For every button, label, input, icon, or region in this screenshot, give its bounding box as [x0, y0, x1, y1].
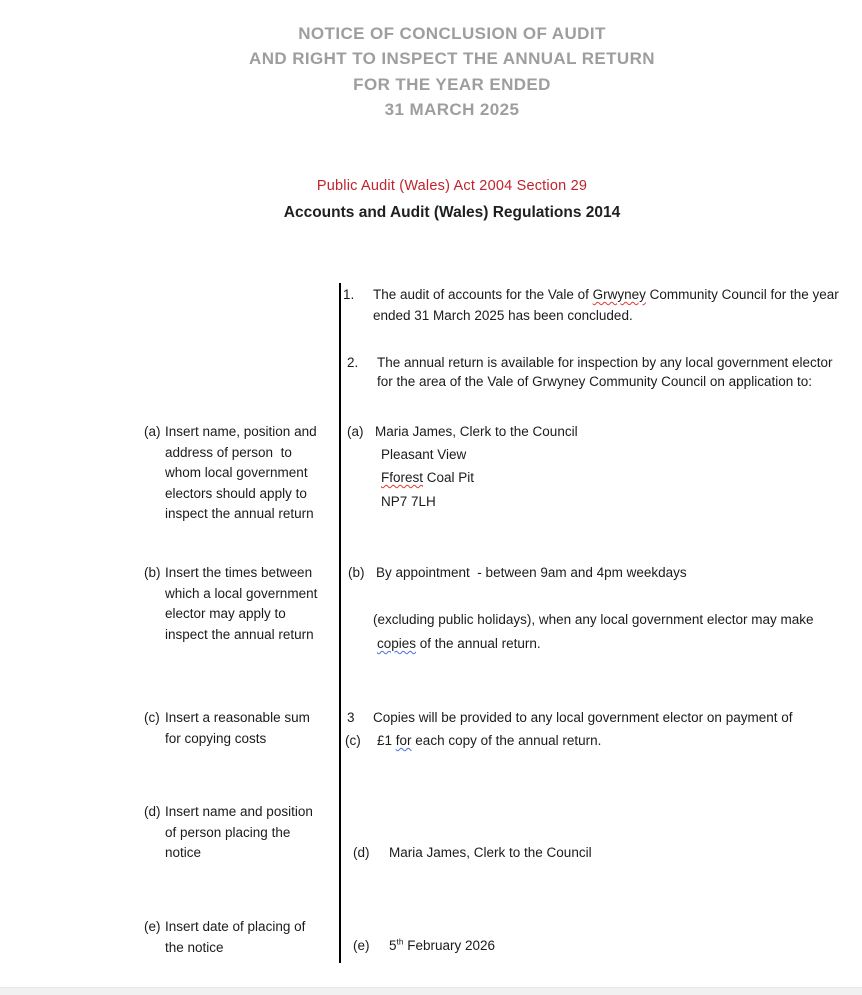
- row-a-left-line: whom local government: [165, 465, 308, 480]
- page-bottom-edge: [0, 987, 862, 995]
- row-a-left-label: (a): [144, 424, 161, 439]
- row-b-right-line-3: [377, 636, 541, 651]
- row-a-right-line-1: Maria James, Clerk to the Council: [375, 424, 578, 439]
- row-c-right-line-2-pre: £1: [377, 733, 396, 748]
- row-c-left-label: (c): [144, 710, 160, 725]
- row-e-left-line: Insert date of placing of: [165, 919, 306, 934]
- misspelled-word-grwyney: Grwyney: [592, 287, 646, 302]
- row-d-left-line: notice: [165, 845, 202, 860]
- row-a-left-line: inspect the annual return: [165, 506, 314, 521]
- title-line-3: FOR THE YEAR ENDED: [353, 74, 551, 94]
- clause-2-number: 2.: [347, 355, 359, 370]
- row-c-right-line-2-cont: each copy of the annual return.: [411, 733, 602, 748]
- clause-1-text-cont: Community Council for the year: [645, 287, 839, 302]
- misspelled-word-fforest: Fforest: [381, 470, 424, 485]
- row-d-right-label: (d): [353, 845, 370, 860]
- row-c-right-line-2: [377, 733, 601, 748]
- row-c-left-line: Insert a reasonable sum: [165, 710, 310, 725]
- row-b-right-line-1: By appointment - between 9am and 4pm weekdays: [376, 565, 687, 580]
- row-b-left-line: elector may apply to: [165, 606, 286, 621]
- clause-2-line-2: for the area of the Vale of Grwyney Community Council on application to:: [377, 374, 812, 389]
- grammar-flagged-word-copies: copies: [377, 636, 417, 651]
- grammar-flagged-word-for: for: [395, 733, 412, 748]
- title-line-2: AND RIGHT TO INSPECT THE ANNUAL RETURN: [249, 49, 655, 69]
- row-d-left-line: Insert name and position: [165, 804, 313, 819]
- row-b-right-label: (b): [348, 565, 365, 580]
- title-line-4: 31 MARCH 2025: [384, 100, 520, 120]
- title-line-1: NOTICE OF CONCLUSION OF AUDIT: [298, 24, 606, 43]
- row-e-right-label: (e): [353, 938, 370, 953]
- row-b-left-line: which a local government: [165, 586, 318, 601]
- row-a-left-line: electors should apply to: [165, 486, 307, 501]
- row-a-right-line-3: [381, 470, 474, 485]
- clause-1-number: 1.: [343, 287, 355, 302]
- notice-date-ordinal: th: [396, 936, 404, 947]
- row-a-left-line: address of person to: [165, 445, 292, 460]
- row-c-right-line-1: Copies will be provided to any local government elector on payment of: [373, 710, 793, 725]
- clause-2-line-1: The annual return is available for inspection by any local government elector: [377, 355, 833, 370]
- document-title: [42, 21, 862, 123]
- row-d-left-label: (d): [144, 804, 161, 819]
- row-a-right-line-4: NP7 7LH: [381, 494, 436, 509]
- row-b-left-label: (b): [144, 565, 161, 580]
- row-d-left-line: of person placing the: [165, 825, 291, 840]
- row-a-right-line-2: Pleasant View: [381, 447, 467, 462]
- row-a-left-line: Insert name, position and: [165, 424, 317, 439]
- clause-1-text: The audit of accounts for the Vale of: [373, 287, 593, 302]
- row-e-left-label: (e): [144, 919, 161, 934]
- row-b-left-line: inspect the annual return: [165, 627, 314, 642]
- row-b-right-line-2: (excluding public holidays), when any local government elector may make: [373, 612, 814, 627]
- row-a-right-label: (a): [347, 424, 364, 439]
- row-b-right-line-3-cont: of the annual return.: [416, 636, 541, 651]
- row-a-right-line-3-cont: Coal Pit: [423, 470, 475, 485]
- clause-1-line-2: ended 31 March 2025 has been concluded.: [373, 308, 633, 323]
- row-e-right-line-1: [389, 938, 495, 953]
- row-d-right-line-1: Maria James, Clerk to the Council: [389, 845, 592, 860]
- column-divider: [339, 283, 341, 963]
- row-b-left-line: Insert the times between: [165, 565, 313, 580]
- notice-date-rest: February 2026: [403, 938, 496, 953]
- row-c-left-line: for copying costs: [165, 731, 267, 746]
- regulations-reference: Accounts and Audit (Wales) Regulations 2014: [283, 204, 621, 221]
- clause-1-line-1: [373, 287, 839, 302]
- row-e-left-line: the notice: [165, 940, 224, 955]
- act-reference: Public Audit (Wales) Act 2004 Section 29: [316, 178, 588, 194]
- notice-date-day: 5: [389, 938, 397, 953]
- row-c-right-number: 3: [347, 710, 355, 725]
- row-c-right-label: (c): [345, 733, 361, 748]
